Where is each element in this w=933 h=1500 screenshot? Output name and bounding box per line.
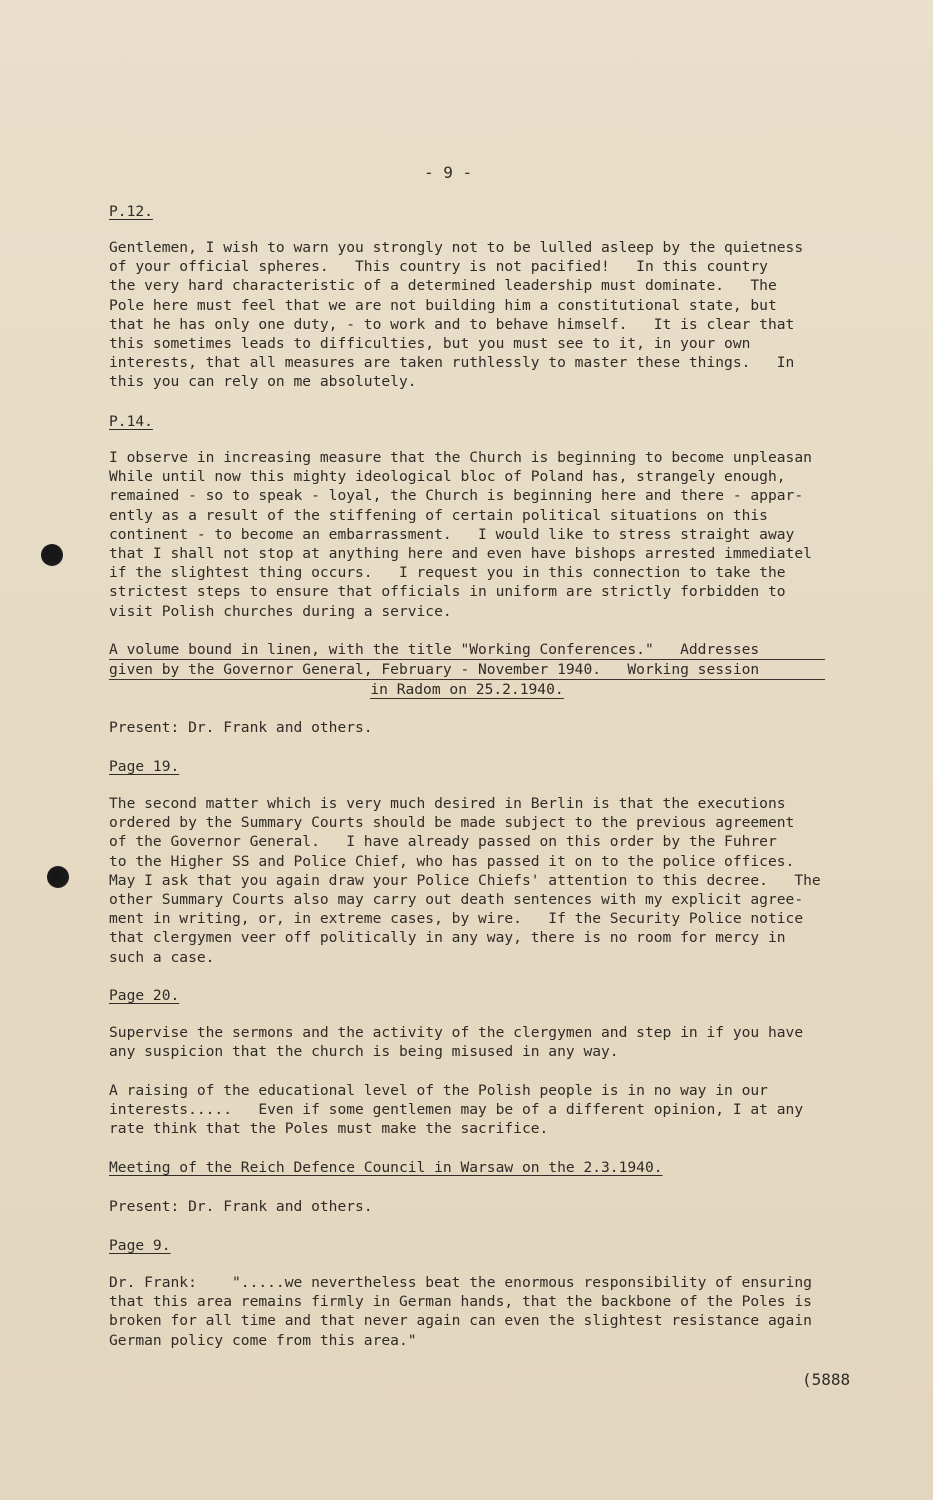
footer-reference: (5888 bbox=[802, 1370, 851, 1389]
quote-paragraph: Dr. Frank: ".....we nevertheless beat the enormous responsibility of ensuring that this area remains firmly in German hands, that the backbone of the Poles is broken for all time and that never again can even the slightest resistance again German policy come from this area." bbox=[109, 1274, 812, 1349]
punch-hole-icon bbox=[47, 866, 69, 888]
paragraph-p12: Gentlemen, I wish to warn you strongly not to be lulled asleep by the quietness of your official spheres. This country is not pacified! In this country the very hard characteristic of a determined leadership must dominate. The Pole here must feel that we are not building him a constitutional state, but that he has only one duty, - to work and to behave himself. It is clear that this sometimes leads to difficulties, but you must see to it, in your own interests, that all measures are taken ruthlessly to master these things. In this you can rely on me absolutely. bbox=[109, 239, 804, 391]
present-line-1: Present: Dr. Frank and others. bbox=[109, 719, 373, 736]
paragraph-page20-b: A raising of the educational level of the Polish people is in no way in our interests..... Even if some gentlemen may be of a different opinion, I at any rate think that the Poles must make the sacrifice. bbox=[109, 1082, 804, 1138]
paragraph-p14: I observe in increasing measure that the Church is beginning to become unpleasan While until now this mighty ideological bloc of Poland has, strangely enough, remained - so to speak - loyal, the Church is beginning here and there - appar- ently as a result of the stiffening of certain political situations on this continent - to become an embarrassment. I would like to stress straight away that I shall not stop at anything here and even have bishops arrested immediatel if the slightest thing occurs. I request you in this connection to take the strictest steps to ensure that officials in uniform are strictly forbidden to visit Polish churches during a service. bbox=[109, 449, 812, 620]
paragraph-page20-a: Supervise the sermons and the activity of the clergymen and step in if you have any suspicion that the church is being misused in any way. bbox=[109, 1024, 804, 1061]
page-number: - 9 - bbox=[424, 163, 473, 182]
paragraph-page19: The second matter which is very much desired in Berlin is that the executions ordered by the Summary Courts should be made subject to the previous agreement of the Governor General. I have already passed on this order by the Fuhrer to the Higher SS and Police Chief, who has passed it on to the police offices. May I ask that you again draw your Police Chiefs' attention to this decree. The other Summary Courts also may carry out death sentences with my explicit agree- ment in writing, or, in extreme cases, by wire. If the Security Police notice that clergymen veer off politically in any way, there is no room for mercy in such a case. bbox=[109, 795, 821, 966]
heading-p12: P.12. bbox=[109, 203, 153, 220]
present-line-2: Present: Dr. Frank and others. bbox=[109, 1198, 373, 1215]
volume-caption-line2: given by the Governor General, February - November 1940. Working session bbox=[109, 660, 825, 680]
volume-caption-line1: A volume bound in linen, with the title "Working Conferences." Addresses bbox=[109, 640, 825, 660]
volume-caption-line3-wrap bbox=[109, 680, 825, 699]
heading-page19: Page 19. bbox=[109, 758, 180, 775]
volume-caption bbox=[109, 640, 825, 700]
volume-caption-line3: in Radom on 25.2.1940. bbox=[370, 681, 564, 699]
heading-page9: Page 9. bbox=[109, 1237, 171, 1254]
meeting-caption: Meeting of the Reich Defence Council in Warsaw on the 2.3.1940. bbox=[109, 1159, 663, 1176]
punch-hole-icon bbox=[41, 544, 63, 566]
heading-p14: P.14. bbox=[109, 413, 153, 430]
heading-page20: Page 20. bbox=[109, 987, 180, 1004]
